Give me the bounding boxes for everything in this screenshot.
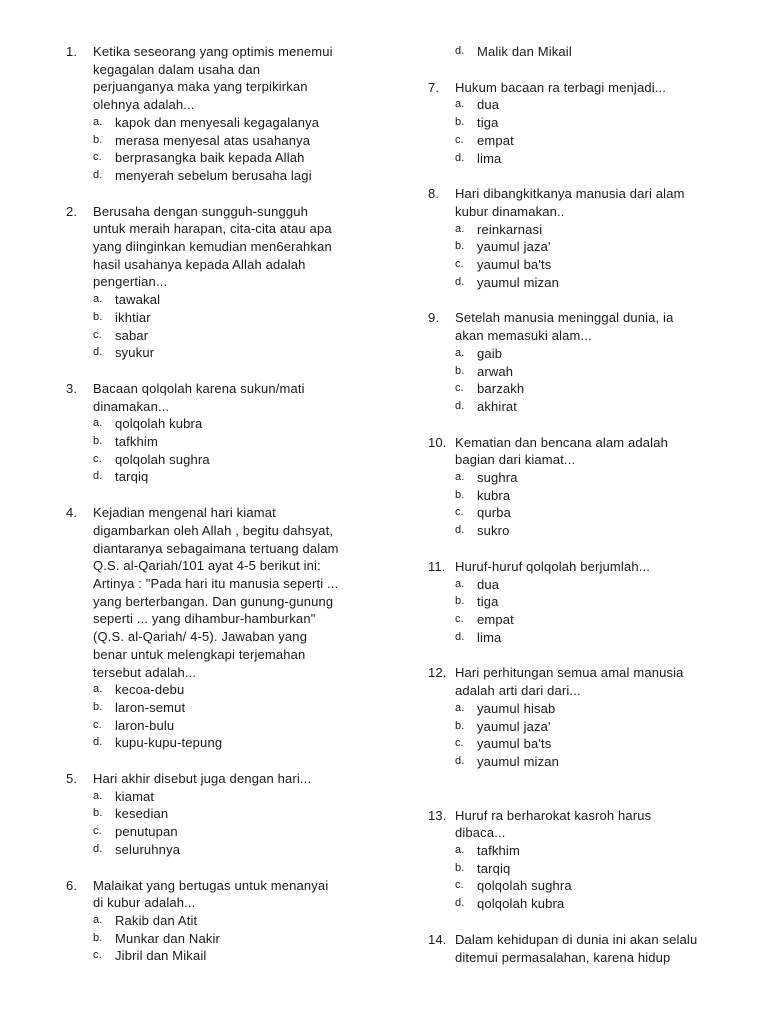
question-number: 5. [66,771,78,787]
option-a [93,788,366,806]
option-c [455,256,733,274]
question-13 [428,807,733,913]
question-number: 10. [428,434,447,450]
option-text: dua [477,576,500,592]
option-c [455,380,733,398]
option-text: syukur [115,345,155,361]
option-d [455,753,733,771]
option-letter: c. [93,718,102,731]
option-d [93,841,366,859]
option-letter: a. [455,222,465,235]
option-text: sabar [115,327,149,343]
question-9 [428,309,733,415]
option-d [93,167,366,185]
option-a [93,681,366,699]
options-list [455,43,733,61]
option-letter: c. [93,452,102,465]
option-text: empat [477,611,514,627]
question-7 [428,79,733,168]
question-text: Dalam kehidupan di dunia ini akan selalu ditemui permasalahan, karena hidup [455,931,698,965]
option-d [455,398,733,416]
option-c [455,504,733,522]
option-d [93,734,366,752]
option-letter: c. [455,879,464,892]
option-letter: c. [455,382,464,395]
question-number: 1. [66,44,78,59]
option-text: kesedian [115,806,169,822]
options-list [455,96,733,167]
option-c [455,735,733,753]
option-letter: b. [93,931,103,944]
option-d [455,629,733,647]
option-text: dua [477,97,500,113]
option-text: arwah [477,363,514,379]
question-10 [428,434,733,540]
option-text: laron-semut [115,699,186,715]
option-letter: b. [93,807,103,820]
option-letter: a. [93,115,103,128]
question-number: 6. [66,877,78,893]
option-text: qolqolah sughra [477,878,572,894]
question-text: Kejadian mengenal hari kiamat digambarkan oleh Allah , begitu dahsyat, diantaranya sebagaimana tertuang dalam Q.S. al-Qariah/101 ayat 4-5 berikut ini: Artinya : "Pada hari itu manusia seperti ... yang berterbangan. Dan gunung-gunung seperti ... yang dihambur-hamburkan" (Q.S. al-Qariah/ 4-5). Jawaban yang benar untuk melengkapi terjemahan tersebut adalah... [93,505,339,680]
options-list [93,291,366,362]
option-text: yaumul ba'ts [477,257,552,273]
question-number: 13. [428,807,447,823]
option-text: yaumul mizan [477,753,559,769]
option-letter: a. [455,98,465,111]
option-b [455,718,733,736]
option-a [93,291,366,309]
option-b [455,363,733,381]
option-c [93,717,366,735]
option-d [93,344,366,362]
option-a [93,415,366,433]
option-text: reinkarnasi [477,221,543,237]
option-a [455,700,733,718]
option-text: kupu-kupu-tepung [115,735,223,751]
option-text: laron-bulu [115,717,175,733]
option-text: yaumul jaza' [477,718,551,734]
question-text: Kematian dan bencana alam adalah bagian dari kiamat... [455,434,668,468]
question-3 [66,380,366,486]
option-text: Malik dan Mikail [477,44,572,59]
option-a [455,469,733,487]
option-text: gaib [477,345,503,361]
option-letter: a. [455,346,465,359]
option-a [455,842,733,860]
option-text: Munkar dan Nakir [115,930,220,946]
option-letter: d. [93,168,103,181]
option-c [455,611,733,629]
options-list [455,576,733,647]
question-text: Setelah manusia meninggal dunia, ia akan memasuki alam... [455,310,674,344]
question-text: Malaikat yang bertugas untuk menanyai di kubur adalah... [93,877,329,911]
option-text: tarqiq [115,469,149,485]
option-text: tiga [477,115,499,131]
option-text: yaumul jaza' [477,239,551,255]
option-b [93,930,366,948]
question-number: 12. [428,665,447,681]
option-text: tiga [477,594,499,610]
question-number: 8. [428,186,440,202]
option-letter: b. [455,240,465,253]
option-letter: c. [455,133,464,146]
question-11 [428,558,733,647]
question-text: Berusaha dengan sungguh-sungguh untuk meraih harapan, cita-cita atau apa yang diinginkan kemudian men6erahkan hasil usahanya kepada Allah adalah pengertian... [93,203,332,290]
option-d [455,522,733,540]
options-list [93,681,366,752]
question-number: 4. [66,505,78,521]
option-letter: d. [455,754,465,767]
option-letter: d. [93,470,103,483]
option-c [455,877,733,895]
option-d [455,43,733,61]
question-text: Hari dibangkitkanya manusia dari alam kubur dinamakan.. [455,186,685,219]
question-1 [66,43,366,185]
option-b [93,805,366,823]
question-5 [66,770,366,859]
option-letter: a. [93,293,103,306]
option-letter: c. [93,328,102,341]
option-letter: d. [455,275,465,288]
question-number: 11. [428,558,446,574]
option-letter: d. [455,630,465,643]
question-text: Hukum bacaan ra terbagi menjadi... [455,79,667,95]
option-text: menyerah sebelum berusaha lagi [115,167,312,183]
options-list [455,345,733,416]
option-text: sughra [477,470,518,486]
option-text: ikhtiar [115,309,151,325]
option-text: qurba [477,505,511,521]
option-letter: b. [455,116,465,129]
option-letter: b. [93,310,103,323]
option-letter: a. [93,683,103,696]
question-text: Hari perhitungan semua amal manusia adalah arti dari dari... [455,665,684,699]
option-b [455,593,733,611]
options-list [93,415,366,486]
option-text: kiamat [115,788,155,804]
options-list [455,700,733,771]
question-text: Huruf-huruf qolqolah berjumlah... [455,558,650,574]
question-6-continuation [428,43,733,61]
option-text: yaumul ba'ts [477,736,552,752]
option-text: qolqolah kubra [115,416,203,432]
option-text: tawakal [115,292,161,308]
option-a [93,912,366,930]
option-b [93,433,366,451]
option-b [93,132,366,150]
option-d [455,150,733,168]
question-number: 14. [428,931,447,947]
option-a [455,576,733,594]
options-list [93,788,366,859]
question-6 [66,877,366,966]
question-number: 9. [428,310,440,326]
option-text: lima [477,629,502,645]
option-c [93,823,366,841]
left-column [66,43,366,983]
option-letter: b. [93,700,103,713]
option-letter: a. [455,471,465,484]
option-letter: c. [93,825,102,838]
option-letter: c. [93,151,102,164]
option-b [455,487,733,505]
option-text: kecoa-debu [115,682,185,698]
option-letter: a. [455,577,465,590]
option-letter: c. [455,737,464,750]
option-text: empat [477,132,514,148]
option-letter: d. [455,45,465,57]
option-text: qolqolah sughra [115,451,210,467]
option-text: yaumul mizan [477,274,559,290]
option-text: tarqiq [477,860,511,876]
option-text: berprasangka baik kepada Allah [115,150,305,166]
question-8 [428,185,733,291]
option-text: akhirat [477,398,518,414]
option-letter: c. [93,949,102,962]
option-text: Jibril dan Mikail [115,948,207,964]
option-letter: b. [455,719,465,732]
option-letter: d. [93,842,103,855]
option-a [455,96,733,114]
option-text: sukro [477,523,510,539]
options-list [455,221,733,292]
option-d [93,468,366,486]
option-letter: d. [93,346,103,359]
option-letter: a. [93,417,103,430]
option-letter: c. [455,612,464,625]
option-text: yaumul hisab [477,700,556,716]
option-c [93,149,366,167]
option-c [93,947,366,965]
option-text: penutupan [115,824,178,840]
option-letter: b. [455,595,465,608]
question-text: Bacaan qolqolah karena sukun/mati dinamakan... [93,380,305,414]
question-number: 2. [66,203,78,219]
question-2 [66,203,366,362]
question-number: 7. [428,79,440,95]
right-column [428,43,733,984]
option-letter: d. [93,736,103,749]
option-letter: d. [455,151,465,164]
option-letter: d. [455,897,465,910]
question-14 [428,931,733,966]
option-text: lima [477,150,502,166]
option-letter: b. [455,861,465,874]
option-text: tafkhim [477,843,520,859]
option-b [455,238,733,256]
option-d [455,895,733,913]
option-letter: b. [455,364,465,377]
option-c [93,327,366,345]
option-text: kubra [477,487,511,503]
options-list [455,469,733,540]
option-text: merasa menyesal atas usahanya [115,132,311,148]
options-list [93,114,366,185]
option-d [455,274,733,292]
option-b [455,860,733,878]
option-letter: a. [455,701,465,714]
option-letter: c. [455,258,464,271]
option-text: qolqolah kubra [477,896,565,912]
option-text: seluruhnya [115,841,181,857]
option-letter: d. [455,399,465,412]
option-c [455,132,733,150]
option-a [455,345,733,363]
option-letter: a. [93,913,103,926]
option-letter: c. [455,506,464,519]
option-a [455,221,733,239]
options-list [93,912,366,965]
option-letter: b. [93,133,103,146]
options-list [455,842,733,913]
option-text: tafkhim [115,434,158,450]
option-text: kapok dan menyesali kegagalanya [115,114,320,130]
option-text: Rakib dan Atit [115,912,198,928]
question-text: Hari akhir disebut juga dengan hari... [93,771,312,787]
question-text: Ketika seseorang yang optimis menemui kegagalan dalam usaha dan perjuanganya maka yang terpikirkan olehnya adalah... [93,44,333,113]
question-text: Huruf ra berharokat kasroh harus dibaca... [455,807,652,841]
option-letter: d. [455,524,465,537]
question-12 [428,664,733,770]
option-a [93,114,366,132]
option-b [93,699,366,717]
option-letter: b. [93,435,103,448]
option-c [93,451,366,469]
question-4 [66,504,366,752]
question-number: 3. [66,380,78,396]
option-letter: a. [455,844,465,857]
option-letter: a. [93,789,103,802]
option-b [93,309,366,327]
option-letter: b. [455,488,465,501]
option-b [455,114,733,132]
option-text: barzakh [477,381,525,397]
